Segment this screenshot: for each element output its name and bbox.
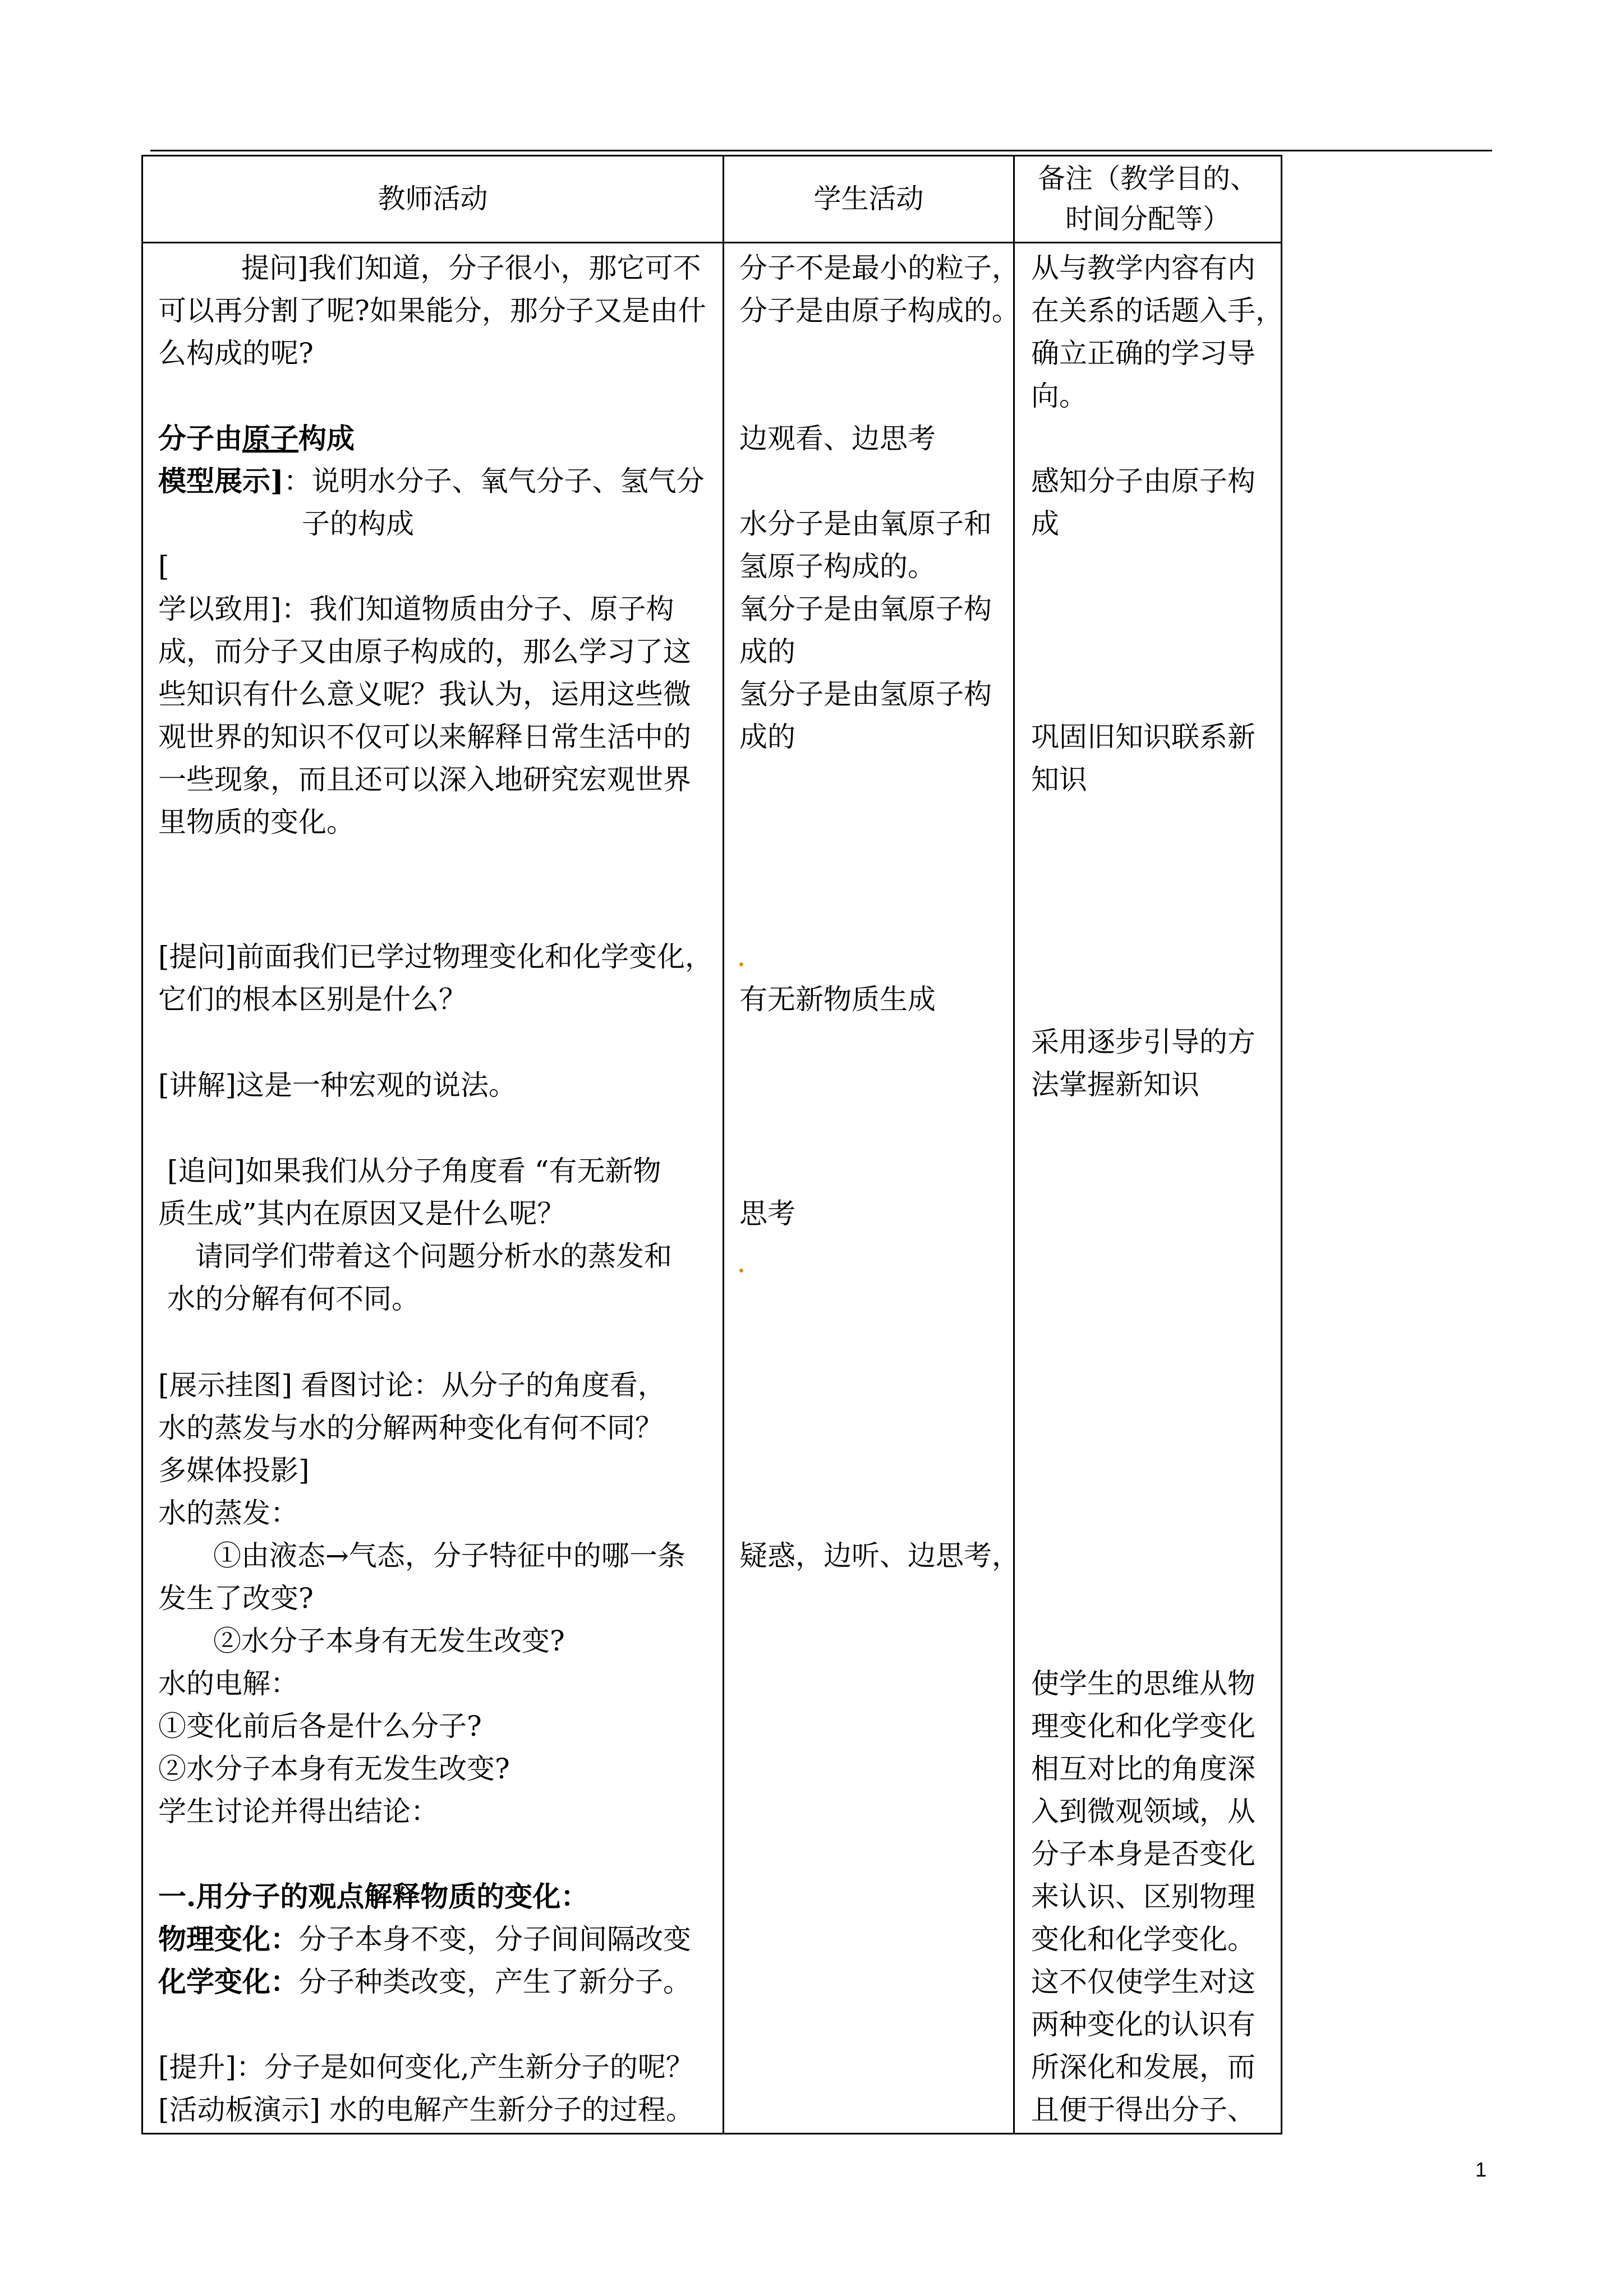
note-line: 这不仅使学生对这 [1031, 1966, 1255, 1998]
student-line: 成的 [739, 721, 795, 753]
note-line: 法掌握新知识 [1031, 1068, 1199, 1101]
teacher-line: 它们的根本区别是什么？ [158, 983, 467, 1016]
teacher-line: 多媒体投影] [158, 1454, 310, 1487]
teacher-line: 成，而分子又由原子构成的，那么学习了这 [158, 635, 691, 668]
teacher-line: 请同学们带着这个问题分析水的蒸发和 [167, 1240, 672, 1273]
teacher-line: 水的分解有何不同。 [167, 1283, 420, 1315]
teacher-line: 水的电解： [158, 1667, 298, 1700]
header-notes-line: 时间分配等） [1065, 203, 1230, 235]
teacher-line: 发生了改变? [158, 1582, 314, 1615]
teacher-text: ：说明水分子、氧气分子、氢气分 [283, 465, 705, 497]
teacher-line: 一些现象，而且还可以深入地研究宏观世界 [158, 763, 691, 796]
heading-underlined: 原子 [242, 422, 298, 455]
teacher-line [158, 1961, 691, 2003]
student-line: 思考 [739, 1197, 795, 1230]
note-line: 确立正确的学习导 [1031, 337, 1255, 370]
teacher-label: 模型展示] [158, 464, 284, 497]
note-line: 所深化和发展，而 [1031, 2051, 1255, 2083]
note-line: 成 [1031, 508, 1059, 540]
student-line: 氢原子构成的。 [739, 550, 936, 583]
teacher-line [158, 460, 705, 502]
teacher-line: ②水分子本身有无发生改变? [158, 1753, 510, 1785]
teacher-line: [展示挂图] 看图讨论：从分子的角度看， [158, 1369, 666, 1401]
column-divider [1013, 155, 1015, 2134]
student-line: 疑惑，边听、边思考， [739, 1539, 1020, 1572]
heading-part: 构成 [298, 422, 355, 455]
teacher-line: ①由液态→气态，分子特征中的哪一条 [185, 1539, 686, 1572]
note-line: 巩固旧知识联系新 [1031, 721, 1255, 753]
student-line: 成的 [739, 635, 795, 668]
note-line: 感知分子由原子构 [1031, 465, 1255, 497]
student-line: 分子是由原子构成的。 [739, 294, 1020, 327]
student-line: 有无新物质生成 [739, 983, 936, 1016]
ink-mark [739, 1269, 743, 1273]
teacher-heading: 一.用分子的观点解释物质的变化： [158, 1880, 589, 1913]
teacher-line: [讲解]这是一种宏观的说法。 [158, 1069, 517, 1101]
teacher-line: [活动板演示] 水的电解产生新分子的过程。 [158, 2094, 694, 2126]
teacher-line: 水的蒸发与水的分解两种变化有何不同？ [158, 1412, 663, 1444]
ink-mark [739, 962, 743, 966]
teacher-line: 提问]我们知道，分子很小，那它可不 [185, 252, 701, 284]
heading-part: 分子由 [158, 422, 242, 455]
teacher-line: [提问]前面我们已学过物理变化和化学变化， [158, 940, 714, 973]
header-notes [1015, 156, 1281, 242]
note-line: 两种变化的认识有 [1031, 2008, 1255, 2041]
teacher-line: 可以再分割了呢?如果能分，那分子又是由什 [158, 294, 706, 327]
teacher-line: [ [158, 550, 169, 583]
header-notes-line: 备注（教学目的、 [1037, 163, 1258, 195]
note-line: 相互对比的角度深 [1031, 1753, 1255, 1785]
student-line: 水分子是由氧原子和 [739, 508, 992, 540]
header-teacher: 教师活动 [378, 183, 488, 215]
teacher-line: 些知识有什么意义呢？我认为，运用这些微 [158, 678, 691, 711]
teacher-heading [158, 417, 355, 460]
teacher-line: 水的蒸发： [158, 1497, 298, 1529]
note-line: 理变化和化学变化 [1031, 1710, 1255, 1742]
note-line: 采用逐步引导的方 [1031, 1026, 1255, 1058]
teacher-line: 观世界的知识不仅可以来解释日常生活中的 [158, 721, 691, 753]
teacher-label: 化学变化： [158, 1965, 298, 1998]
teacher-line: ②水分子本身有无发生改变? [185, 1625, 565, 1657]
teacher-line: 学以致用]：我们知道物质由分子、原子构 [158, 593, 674, 625]
student-line: 氢分子是由氢原子构 [739, 678, 992, 711]
note-line: 分子本身是否变化 [1031, 1838, 1255, 1870]
teacher-line: [追问]如果我们从分子角度看 “有无新物 [167, 1155, 661, 1187]
note-line: 知识 [1031, 763, 1087, 796]
note-line: 且便于得出分子、 [1031, 2094, 1255, 2126]
header-divider [141, 242, 1282, 243]
teacher-line: 子的构成 [302, 508, 414, 540]
teacher-line [158, 1918, 691, 1961]
note-line: 来认识、区别物理 [1031, 1880, 1255, 1913]
teacher-line: 质生成”其内在原因又是什么呢？ [158, 1197, 565, 1230]
column-divider [723, 155, 724, 2134]
note-line: 从与教学内容有内 [1031, 252, 1255, 284]
note-line: 入到微观领域，从 [1031, 1795, 1255, 1828]
note-line: 向。 [1031, 380, 1087, 412]
note-line: 变化和化学变化。 [1031, 1923, 1255, 1956]
student-line: 氧分子是由氧原子构 [739, 593, 992, 625]
teacher-line: [提升]：分子是如何变化,产生新分子的呢？ [158, 2051, 694, 2083]
page-number: 1 [1475, 2158, 1487, 2181]
teacher-line: 学生讨论并得出结论： [158, 1795, 439, 1828]
header-rule [150, 150, 1492, 151]
teacher-line: ①变化前后各是什么分子? [158, 1710, 482, 1742]
note-line: 使学生的思维从物 [1031, 1667, 1255, 1700]
teacher-line: 么构成的呢? [158, 337, 314, 370]
teacher-text: 分子本身不变，分子间间隔改变 [298, 1923, 691, 1956]
student-line: 分子不是最小的粒子， [739, 252, 1020, 284]
teacher-line: 里物质的变化。 [158, 806, 355, 838]
header-student: 学生活动 [813, 183, 924, 215]
student-line: 边观看、边思考 [739, 422, 936, 455]
teacher-label: 物理变化： [158, 1922, 298, 1956]
note-line: 在关系的话题入手， [1031, 294, 1283, 327]
teacher-text: 分子种类改变，产生了新分子。 [298, 1966, 691, 1998]
